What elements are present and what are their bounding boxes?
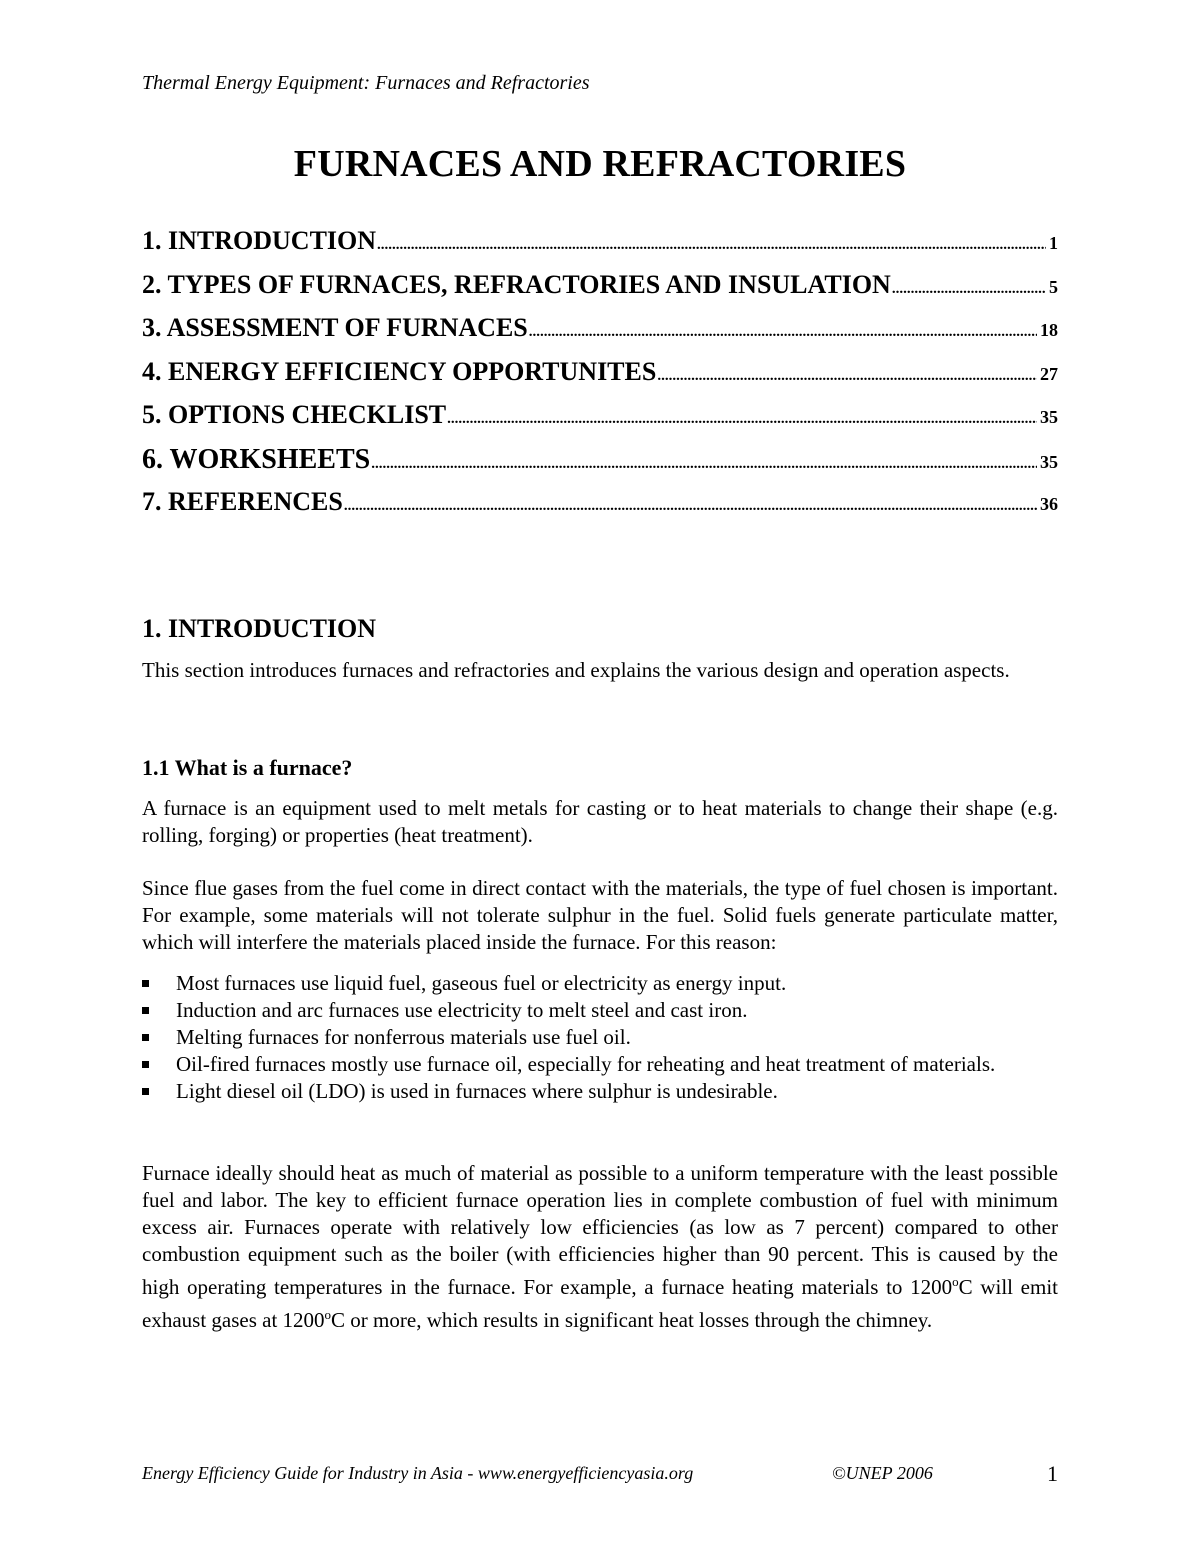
toc-entry-label: 6. WORKSHEETS [142, 443, 371, 475]
page-number: 1 [1047, 1461, 1058, 1486]
square-bullet-icon [142, 1061, 149, 1068]
bullet-list [142, 970, 1058, 1105]
toc-dot-leader [371, 456, 1037, 473]
paragraph-text: C will emit exhaust gases at 1200 [142, 1275, 1058, 1332]
toc-entry-page: 36 [1040, 494, 1058, 514]
subsection-heading: 1.1 What is a furnace? [142, 755, 353, 780]
footer-source: Energy Efficiency Guide for Industry in Asia - www.energyefficiencyasia.org [142, 1463, 694, 1483]
toc-dot-leader [657, 368, 1037, 385]
list-item [142, 1024, 1058, 1051]
list-item-text: Induction and arc furnaces use electricity to melt steel and cast iron. [176, 998, 748, 1022]
square-bullet-icon [142, 1007, 149, 1014]
toc-entry-page: 1 [1049, 233, 1058, 253]
toc-entry[interactable] [142, 357, 1058, 401]
square-bullet-icon [142, 1034, 149, 1041]
paragraph-text: Furnace ideally should heat as much of material as possible to a uniform temperature with the least possible fuel and labor. The key to efficient furnace operation lies in complete combustion of fuel with minimum excess air. Furnaces operate with relatively low efficiencies (as low as 7 percent) compared to other combustion equipment such as the boiler (with efficiencies higher than 90 percent. This is caused by the high operating temperatures in the furnace. For example, a furnace heating materials to 1200 [142, 1161, 1058, 1299]
list-item-text: Light diesel oil (LDO) is used in furnaces where sulphur is undesirable. [176, 1079, 778, 1103]
toc-entry-page: 35 [1040, 407, 1058, 427]
toc-entry[interactable] [142, 444, 1058, 488]
square-bullet-icon [142, 1088, 149, 1095]
toc-entry-page: 35 [1040, 451, 1058, 472]
list-item [142, 1078, 1058, 1105]
document-title: FURNACES AND REFRACTORIES [293, 143, 907, 185]
toc-entry-page: 18 [1040, 320, 1058, 340]
toc-entry-page: 5 [1049, 276, 1058, 297]
toc-entry[interactable] [142, 226, 1058, 270]
table-of-contents [142, 226, 1058, 531]
toc-entry-label: 7. REFERENCES [142, 487, 343, 516]
toc-entry-page: 27 [1040, 363, 1058, 384]
body-paragraph [142, 1160, 1058, 1334]
list-item-text: Melting furnaces for nonferrous materials use fuel oil. [176, 1025, 631, 1049]
toc-entry-label: 3. ASSESSMENT OF FURNACES [142, 313, 528, 342]
paragraph-text: C or more, which results in significant heat losses through the chimney. [331, 1308, 933, 1332]
degree-superscript: o [324, 1307, 332, 1322]
list-item-text: Oil-fired furnaces mostly use furnace oil, especially for reheating and heat treatment of materials. [176, 1052, 996, 1076]
list-item [142, 970, 1058, 997]
degree-superscript: o [952, 1274, 959, 1289]
toc-entry[interactable] [142, 313, 1058, 357]
toc-entry-label: 4. ENERGY EFFICIENCY OPPORTUNITES [142, 356, 657, 386]
running-header: Thermal Energy Equipment: Furnaces and Refractories [142, 72, 590, 94]
list-item [142, 997, 1058, 1024]
body-paragraph: A furnace is an equipment used to melt metals for casting or to heat materials to change their shape (e.g. rolling, forging) or properties (heat treatment). [142, 796, 1058, 847]
toc-entry[interactable] [142, 270, 1058, 314]
toc-entry-label: 1. INTRODUCTION [142, 226, 377, 255]
toc-dot-leader [377, 237, 1046, 254]
list-item-text: Most furnaces use liquid fuel, gaseous fuel or electricity as energy input. [176, 971, 787, 995]
document-page [142, 0, 1058, 1553]
toc-entry-label: 2. TYPES OF FURNACES, REFRACTORIES AND INSULATION [142, 269, 891, 299]
list-item [142, 1051, 1058, 1078]
footer-copyright: ©UNEP 2006 [832, 1463, 933, 1483]
toc-entry-label: 5. OPTIONS CHECKLIST [142, 400, 447, 429]
intro-paragraph: This section introduces furnaces and refractories and explains the various design and operation aspects. [142, 658, 1010, 682]
toc-dot-leader [447, 411, 1037, 428]
toc-dot-leader [892, 281, 1046, 298]
toc-dot-leader [344, 498, 1037, 515]
square-bullet-icon [142, 980, 149, 987]
body-paragraph: Since flue gases from the fuel come in direct contact with the materials, the type of fuel chosen is important. For example, some materials will not tolerate sulphur in the fuel. Solid fuels generate particulate matter, which will interfere the materials placed inside the furnace. For this reason: [142, 876, 1058, 954]
toc-entry[interactable] [142, 400, 1058, 444]
toc-dot-leader [529, 324, 1037, 341]
toc-entry[interactable] [142, 487, 1058, 531]
section-heading: 1. INTRODUCTION [142, 614, 377, 643]
